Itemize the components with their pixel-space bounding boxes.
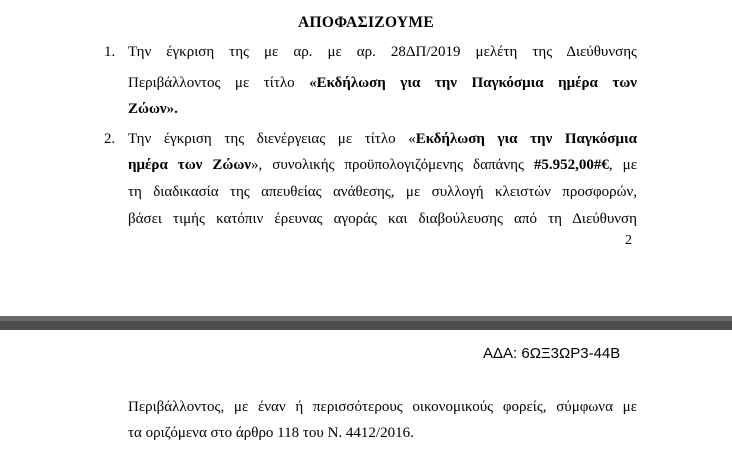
text-run: Περιβάλλοντος με τίτλο <box>128 75 310 91</box>
text-run: », συνολικής προϋπολογιζόμενης δαπάνης <box>251 157 534 173</box>
item-line <box>128 99 637 119</box>
page-separator <box>0 316 732 330</box>
text-run: Την έγκριση της με αρ. με αρ. 28ΔΠ/2019 μελέτη της Διεύθυνσης <box>128 44 637 60</box>
bold-text-run: ημέρα των Ζώων <box>128 157 251 173</box>
text-run: βάσει τιμής κατόπιν έρευνας αγοράς και διαβούλευσης από τη Διεύθυνση <box>128 211 637 227</box>
decision-heading: ΑΠΟΦΑΣΙΖΟΥΜΕ <box>298 14 434 31</box>
text-run: Την έγκριση της διενέργειας με τίτλο « <box>128 131 416 147</box>
bold-text-run: Εκδήλωση για την Παγκόσμια <box>415 131 637 147</box>
continuation-line: τα οριζόμενα στο άρθρο 118 του Ν. 4412/2016. <box>128 425 414 441</box>
bold-text-run: Ζώων». <box>128 101 178 117</box>
item-number: 1. <box>104 44 116 60</box>
text-run: τη διαδικασία της απευθείας ανάθεσης, με συλλογή κλειστών προσφορών, <box>128 184 637 200</box>
bold-text-run: #5.952,00#€ <box>533 157 609 173</box>
ada-identifier: ΑΔΑ: 6ΩΞ3ΩΡ3-44Β <box>483 345 621 362</box>
item-line <box>128 42 637 62</box>
item-line <box>128 209 637 229</box>
continuation-line: Περιβάλλοντος, με έναν ή περισσότερους οικονομικούς φορείς, σύμφωνα με <box>128 399 637 415</box>
text-run: , με <box>608 157 637 173</box>
item-line <box>128 182 637 202</box>
page-number: 2 <box>625 233 632 248</box>
item-line <box>128 129 637 149</box>
bold-text-run: «Εκδήλωση για την Παγκόσμια ημέρα των <box>309 75 637 91</box>
item-line <box>128 73 637 93</box>
item-number: 2. <box>104 131 116 147</box>
item-line <box>128 155 637 175</box>
